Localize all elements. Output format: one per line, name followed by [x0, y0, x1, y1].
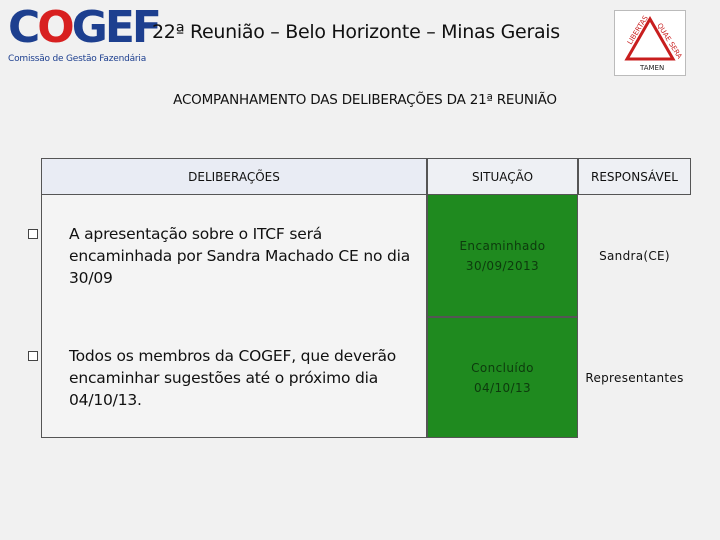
deliberacao-text: A apresentação sobre o ITCF será encaminhada por Sandra Machado CE no dia 30/09 — [69, 225, 410, 287]
deliberacao-text: Todos os membros da COGEF, que deverão encaminhar sugestões até o próximo dia 04/10/13. — [69, 347, 397, 409]
header-deliberacoes: DELIBERAÇÕES — [41, 158, 427, 195]
status-cell — [427, 195, 578, 317]
header-situacao: SITUAÇÃO — [427, 158, 578, 195]
status-date: 04/10/13 — [473, 380, 532, 395]
responsavel-cell: Sandra(CE) — [599, 249, 670, 263]
status-cell — [427, 317, 578, 438]
responsavel-cell: Representantes — [585, 370, 684, 385]
cogef-logo-tagline: Comissão de Gestão Fazendária — [8, 54, 147, 64]
svg-text:LIBERTAS: LIBERTAS — [625, 14, 650, 47]
status-text: Concluído — [471, 360, 534, 375]
minas-gerais-seal-icon — [614, 10, 686, 76]
cogef-logo-mark: COGEF — [8, 2, 159, 53]
svg-text:TAMEN: TAMEN — [640, 64, 665, 72]
status-text: Encaminhado — [459, 238, 546, 253]
cogef-logo — [6, 2, 159, 68]
status-date: 30/09/2013 — [465, 258, 540, 273]
checkbox-bullet-icon — [28, 351, 38, 361]
header-responsavel: RESPONSÁVEL — [578, 158, 691, 195]
page-title: 22ª Reunião – Belo Horizonte – Minas Gerais — [152, 21, 560, 43]
checkbox-bullet-icon — [28, 229, 38, 239]
section-subtitle: ACOMPANHAMENTO DAS DELIBERAÇÕES DA 21ª REUNIÃO — [173, 92, 557, 108]
svg-text:QUAE SERA: QUAE SERA — [655, 21, 684, 61]
